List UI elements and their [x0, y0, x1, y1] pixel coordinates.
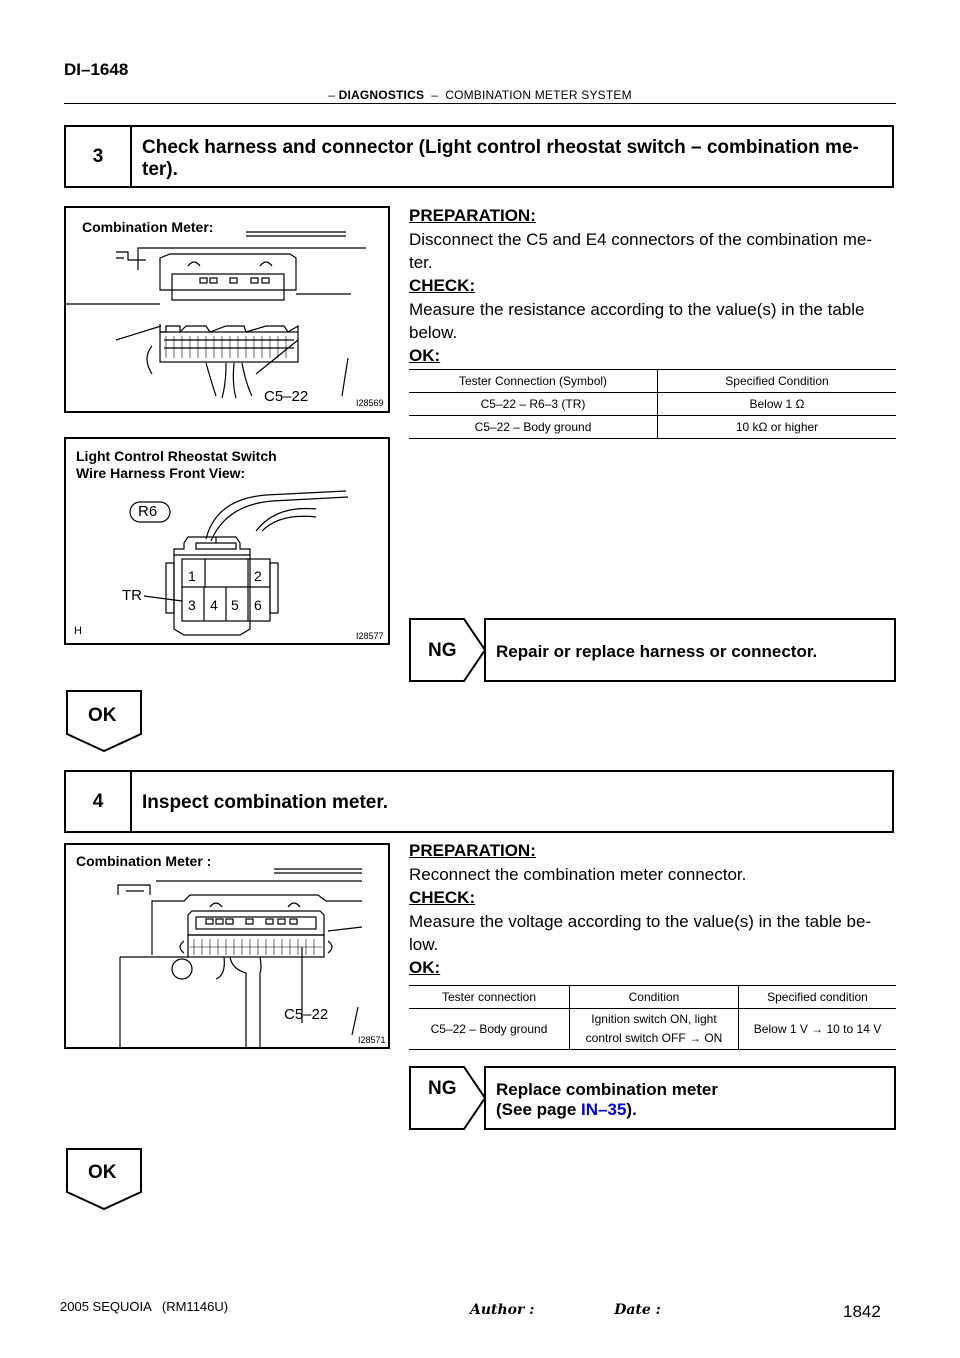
figure-caption-line1: Light Control Rheostat Switch: [76, 448, 277, 464]
corner-mark: H: [74, 625, 82, 637]
ok-label: OK:: [409, 958, 441, 977]
step-3-instructions: [409, 206, 896, 366]
voltage-spec-table: [409, 985, 896, 1050]
figure-combination-meter-connector-2: [64, 843, 390, 1049]
check-line2: below.: [409, 323, 458, 342]
table-row: [409, 416, 896, 439]
step-3-box: [64, 125, 894, 188]
check-label: CHECK:: [409, 888, 476, 907]
pin-5: 5: [231, 597, 239, 613]
check-line1: Measure the voltage according to the value(s) in the table be-: [409, 912, 872, 931]
condition-line2: control switch OFF → ON: [585, 1031, 723, 1045]
footer-vehicle: 2005 SEQUOIA (RM1146U): [60, 1299, 229, 1314]
preparation-line1: Disconnect the C5 and E4 connectors of the combination me-: [409, 230, 873, 249]
table-cell: Below 1 Ω: [658, 393, 897, 416]
ng-tag: NG: [428, 1078, 457, 1099]
table-row: [409, 1009, 896, 1050]
ok-tag: OK: [88, 705, 117, 726]
see-page-prefix: (See page: [496, 1100, 582, 1119]
table-header: Tester Connection (Symbol): [409, 370, 658, 393]
section-separator: –: [431, 88, 439, 102]
table-header: Tester connection: [409, 986, 570, 1009]
footer-author-date: [470, 1302, 661, 1318]
connector-drawing: [66, 845, 388, 1047]
figure-id: I28577: [356, 631, 384, 641]
ng-action-box: [484, 1066, 896, 1130]
step-3-title-line2: ter).: [142, 159, 178, 180]
ok-label: OK:: [409, 346, 441, 365]
footer-page-number: 1842: [843, 1302, 881, 1321]
step-4-box: [64, 770, 894, 833]
author-label: Author :: [470, 1302, 535, 1318]
header-rule: [64, 103, 896, 104]
table-cell: C5–22 – Body ground: [409, 1009, 570, 1050]
condition-line1: Ignition switch ON, light: [591, 1012, 717, 1026]
resistance-spec-table: [409, 369, 896, 439]
figure-id: I28569: [356, 398, 384, 408]
preparation-label: PREPARATION:: [409, 206, 536, 225]
check-label: CHECK:: [409, 276, 476, 295]
ok-tag: OK: [88, 1162, 117, 1183]
ng-tag: NG: [428, 640, 457, 661]
figure-caption: Combination Meter:: [82, 219, 214, 235]
ng-action-line1: Replace combination meter: [496, 1080, 719, 1099]
table-header-row: [409, 986, 896, 1009]
table-cell: Below 1 V → 10 to 14 V: [739, 1009, 897, 1050]
pin-label-c5-22: C5–22: [284, 1006, 329, 1023]
pin-2: 2: [254, 568, 262, 584]
pin-label-c5-22: C5–22: [264, 388, 309, 405]
ng-action: [496, 1080, 718, 1120]
table-header: Specified Condition: [658, 370, 897, 393]
check-line2: low.: [409, 935, 439, 954]
pin-1: 1: [188, 568, 196, 584]
table-cell: 10 kΩ or higher: [658, 416, 897, 439]
page-link-in-35[interactable]: IN–35: [581, 1100, 627, 1119]
step-3-number: 3: [66, 127, 132, 186]
preparation-line2: ter.: [409, 253, 433, 272]
figure-combination-meter-connector: [64, 206, 390, 413]
figure-caption-line2: Wire Harness Front View:: [76, 465, 246, 481]
figure-id: I28571: [358, 1035, 386, 1045]
subsection-title: COMBINATION METER SYSTEM: [445, 88, 632, 102]
table-header-row: [409, 370, 896, 393]
terminal-label-tr: TR: [122, 587, 142, 604]
figure-caption: Combination Meter :: [76, 853, 212, 869]
ng-action-line2: [496, 1100, 718, 1120]
table-header: Condition: [570, 986, 739, 1009]
section-dash-left: –: [328, 88, 336, 102]
see-page-suffix: ).: [626, 1100, 637, 1119]
table-cell: C5–22 – Body ground: [409, 416, 658, 439]
pin-6: 6: [254, 597, 262, 613]
connector-label-r6: R6: [138, 503, 158, 520]
section-header: [0, 88, 960, 102]
page-code: DI–1648: [64, 60, 129, 79]
figure-rheostat-switch-connector: [64, 437, 390, 645]
step-4-title: Inspect combination meter.: [142, 792, 388, 813]
table-row: [409, 393, 896, 416]
rheostat-connector-drawing: [66, 439, 388, 643]
check-line1: Measure the resistance according to the value(s) in the table: [409, 300, 865, 319]
connector-drawing: [66, 208, 388, 411]
preparation-label: PREPARATION:: [409, 841, 536, 860]
ng-action-box: [484, 618, 896, 682]
section-title: DIAGNOSTICS: [338, 88, 425, 102]
ng-action: Repair or replace harness or connector.: [496, 642, 818, 661]
pin-3: 3: [188, 597, 196, 613]
table-cell: [570, 1009, 739, 1050]
preparation-text: Reconnect the combination meter connector.: [409, 865, 747, 884]
step-3-title: [142, 137, 882, 181]
table-header: Specified condition: [739, 986, 897, 1009]
step-4-instructions: [409, 841, 896, 978]
table-cell: C5–22 – R6–3 (TR): [409, 393, 658, 416]
step-4-number: 4: [66, 772, 132, 831]
pin-4: 4: [210, 597, 218, 613]
step-3-title-line1: Check harness and connector (Light control rheostat switch – combination me-: [142, 137, 859, 158]
date-label: Date :: [614, 1302, 661, 1318]
